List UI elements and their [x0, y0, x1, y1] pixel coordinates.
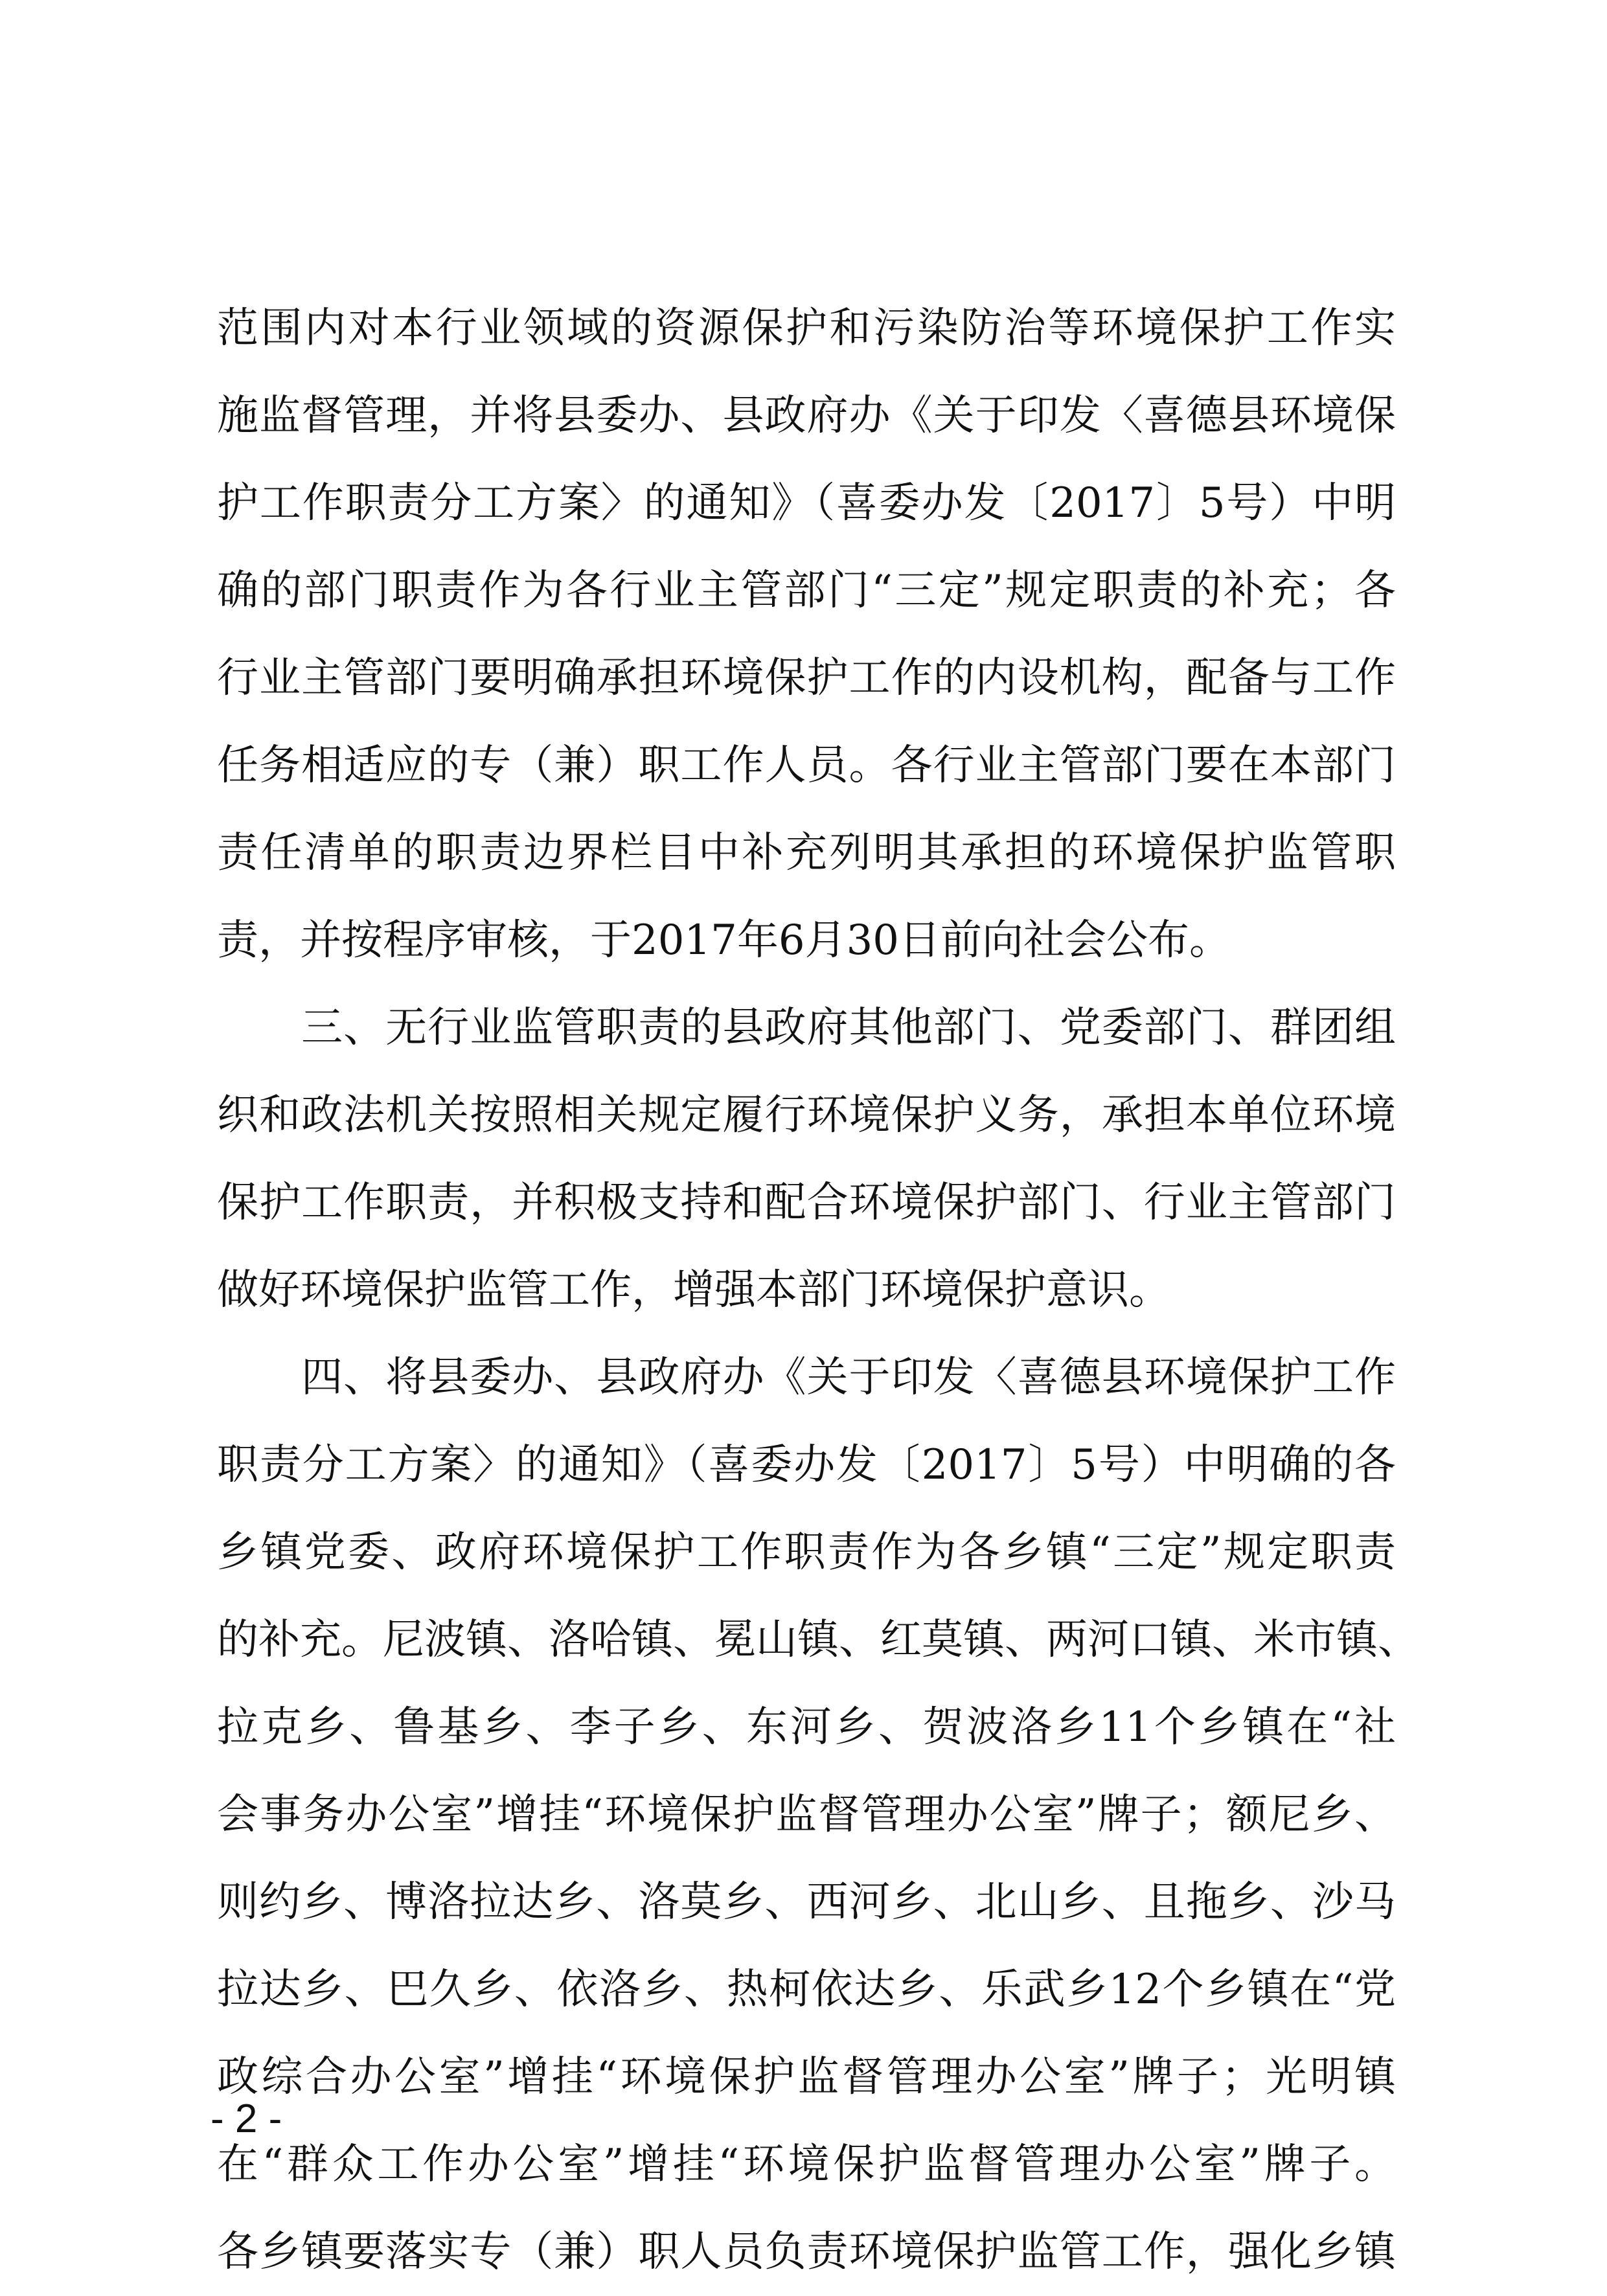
text-line: 拉达乡、巴久乡、依洛乡、热柯依达乡、乐武乡12个乡镇在“党 — [217, 1966, 1396, 2014]
text-line: 三、无行业监管职责的县政府其他部门、党委部门、群团组 — [217, 1004, 1396, 1052]
text-line: 行业主管部门要明确承担环境保护工作的内设机构，配备与工作 — [217, 654, 1396, 702]
text-line: 护工作职责分工方案〉的通知》（喜委办发〔2017〕5号）中明 — [217, 479, 1396, 527]
text-line: 范围内对本行业领域的资源保护和污染防治等环境保护工作实 — [217, 304, 1396, 352]
text-line: 任务相适应的专（兼）职工作人员。各行业主管部门要在本部门 — [217, 742, 1396, 790]
text-line: 织和政法机关按照相关规定履行环境保护义务，承担本单位环境 — [217, 1091, 1396, 1139]
page-number: - 2 - — [211, 2097, 282, 2141]
text-line: 四、将县委办、县政府办《关于印发〈喜德县环境保护工作 — [217, 1354, 1396, 1402]
text-line: 会事务办公室”增挂“环境保护监督管理办公室”牌子；额尼乡、 — [217, 1791, 1396, 1839]
text-line: 的补充。尼波镇、洛哈镇、冕山镇、红莫镇、两河口镇、米市镇、 — [217, 1616, 1419, 1664]
text-line: 确的部门职责作为各行业主管部门“三定”规定职责的补充；各 — [217, 567, 1396, 615]
text-line: 施监督管理，并将县委办、县政府办《关于印发〈喜德县环境保 — [217, 392, 1396, 440]
text-line: 责任清单的职责边界栏目中补充列明其承担的环境保护监管职 — [217, 829, 1396, 877]
body-text — [217, 285, 1419, 2296]
text-line: 责，并按程序审核，于2017年6月30日前向社会公布。 — [217, 916, 1231, 964]
text-line: 乡镇党委、政府环境保护工作职责作为各乡镇“三定”规定职责 — [217, 1529, 1396, 1576]
text-line: 则约乡、博洛拉达乡、洛莫乡、西河乡、北山乡、且拖乡、沙马 — [217, 1878, 1396, 1926]
text-line: 保护工作职责，并积极支持和配合环境保护部门、行业主管部门 — [217, 1179, 1396, 1227]
text-line: 拉克乡、鲁基乡、李子乡、东河乡、贺波洛乡11个乡镇在“社 — [217, 1703, 1396, 1751]
text-line: 在“群众工作办公室”增挂“环境保护监督管理办公室”牌子。 — [217, 2141, 1396, 2188]
text-line: 各乡镇要落实专（兼）职人员负责环境保护监管工作，强化乡镇 — [217, 2228, 1396, 2276]
text-line: 职责分工方案〉的通知》（喜委办发〔2017〕5号）中明确的各 — [217, 1441, 1396, 1489]
text-line: 做好环境保护监管工作，增强本部门环境保护意识。 — [217, 1266, 1170, 1314]
text-line: 政综合办公室”增挂“环境保护监督管理办公室”牌子；光明镇 — [217, 2053, 1396, 2101]
